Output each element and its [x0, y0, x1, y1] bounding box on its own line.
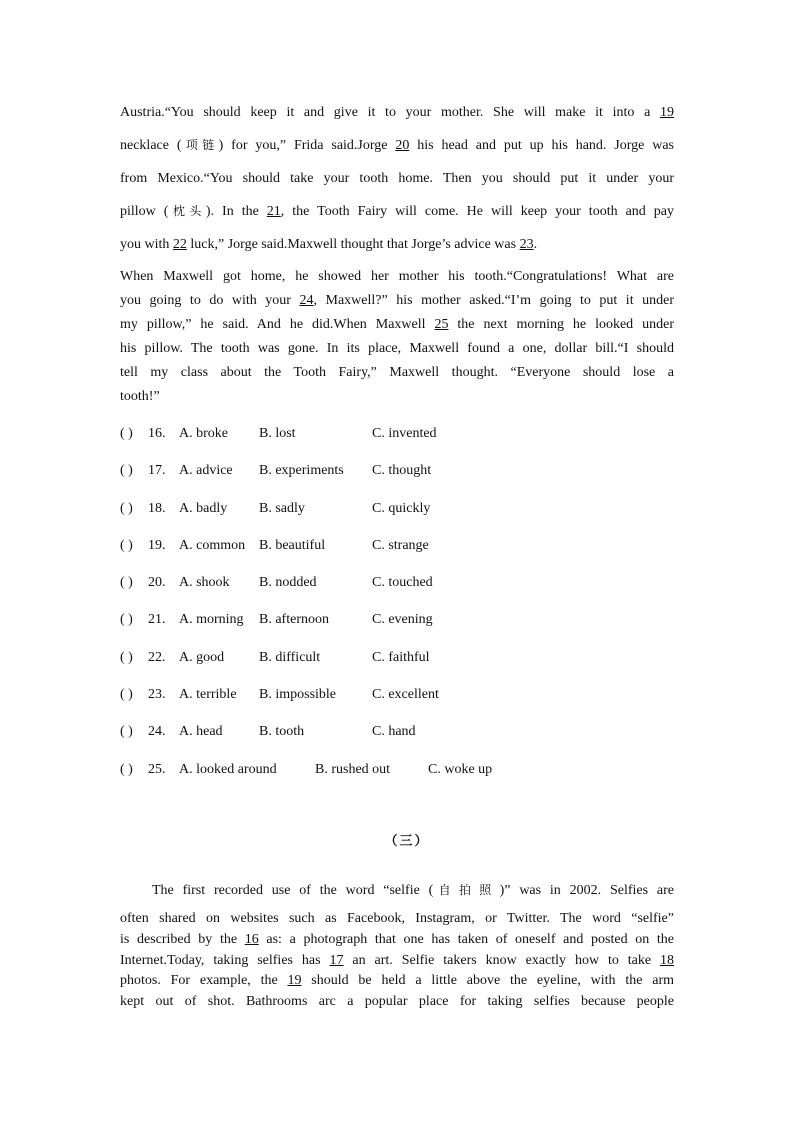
text-line: is described by the 16 as: a photograph that one has taken of oneself and posted on the	[120, 931, 674, 947]
answer-blank[interactable]: ( )	[120, 724, 133, 740]
option-c: C. strange	[372, 537, 429, 553]
option-c: C. thought	[372, 463, 432, 479]
blank-20: 20	[395, 138, 410, 153]
text-line: photos. For example, the 19 should be held a little above the eyeline, with the arm	[120, 973, 674, 989]
option-a: A. terrible	[179, 687, 237, 703]
option-b: B. rushed out	[315, 761, 391, 777]
blank-22: 22	[172, 237, 187, 252]
text-line: his pillow. The tooth was gone. In its place, Maxwell found a one, dollar bill.“I should	[120, 341, 674, 356]
answer-blank[interactable]: ( )	[120, 575, 133, 591]
question-item: ( ) 19. A. common B. beautiful C. strange	[120, 534, 674, 571]
option-c: C. evening	[372, 612, 433, 628]
option-b: B. nodded	[259, 575, 317, 591]
text-line: my pillow,” he said. And he did.When Maxwell 25 the next morning he looked under	[120, 317, 675, 332]
passage-paragraph-2	[120, 265, 674, 409]
option-c: C. excellent	[372, 687, 439, 703]
answer-blank[interactable]: ( )	[120, 612, 133, 628]
option-c: C. quickly	[372, 500, 431, 516]
blank-19: 19	[660, 105, 674, 120]
answer-blank[interactable]: ( )	[120, 537, 133, 553]
answer-blank[interactable]: ( )	[120, 687, 133, 703]
text-line: necklace (项链) for you,” Frida said.Jorge 20 his head and put up his hand. Jorge was	[120, 138, 674, 153]
option-b: B. sadly	[259, 500, 305, 516]
option-b: B. tooth	[259, 724, 305, 740]
text-line: tell my class about the Tooth Fairy,” Maxwell thought. “Everyone should lose a	[120, 365, 674, 380]
blank-19: 19	[287, 973, 302, 989]
text-line: from Mexico.“You should take your tooth home. Then you should put it under your	[120, 171, 674, 186]
text-line: you going to do with your 24, Maxwell?” his mother asked.“I’m going to put it under	[120, 293, 674, 308]
option-c: C. invented	[372, 426, 437, 441]
question-item: ( ) 17. A. advice B. experiments C. thought	[120, 459, 674, 496]
blank-24: 24	[299, 293, 314, 308]
option-c: C. faithful	[372, 649, 430, 665]
option-b: B. afternoon	[259, 612, 329, 628]
answer-blank[interactable]: ( )	[120, 761, 133, 777]
text-line: Austria.“You should keep it and give it to your mother. She will make it into a 19	[120, 105, 674, 120]
option-a: A. advice	[179, 463, 233, 479]
option-a: A. morning	[179, 612, 244, 628]
blank-18: 18	[660, 952, 674, 968]
answer-blank[interactable]: ( )	[120, 500, 133, 516]
option-c: C. hand	[372, 724, 416, 740]
option-b: B. impossible	[259, 687, 337, 703]
option-b: B. beautiful	[259, 537, 326, 553]
passage-paragraph-1	[120, 96, 674, 261]
text-line: The first recorded use of the word “selfie (自拍照)” was in 2002. Selfies are	[152, 883, 674, 898]
option-a: A. badly	[179, 500, 228, 516]
blank-16: 16	[244, 931, 259, 947]
option-b: B. lost	[259, 426, 296, 441]
question-item: ( ) 20. A. shook B. nodded C. touched	[120, 571, 674, 608]
question-item: ( ) 16. A. broke B. lost C. invented	[120, 422, 674, 459]
option-a: A. common	[179, 537, 246, 553]
text-line: Internet.Today, taking selfies has 17 an art. Selfie takers know exactly how to take 18	[120, 952, 674, 968]
question-item: ( ) 24. A. head B. tooth C. hand	[120, 720, 674, 757]
answer-blank[interactable]: ( )	[120, 649, 133, 665]
blank-21: 21	[266, 204, 281, 219]
option-c: C. touched	[372, 575, 433, 591]
blank-23: 23	[519, 237, 534, 252]
text-line: kept out of shot. Bathrooms arc a popular place for taking selfies because people	[120, 994, 674, 1010]
text-line: When Maxwell got home, he showed her mother his tooth.“Congratulations! What are	[120, 269, 674, 284]
question-item: ( ) 18. A. badly B. sadly C. quickly	[120, 497, 674, 534]
blank-25: 25	[434, 317, 449, 332]
blank-17: 17	[329, 952, 344, 968]
section-title: （三）	[384, 834, 430, 849]
option-a: A. good	[179, 649, 225, 665]
passage-paragraph-3	[120, 878, 674, 1013]
question-item: ( ) 22. A. good B. difficult C. faithful	[120, 646, 674, 683]
text-line: tooth!”	[120, 389, 160, 404]
answer-blank[interactable]: ( )	[120, 426, 133, 441]
text-line: you with 22 luck,” Jorge said.Maxwell thought that Jorge’s advice was 23.	[120, 237, 538, 252]
question-list	[120, 422, 674, 795]
option-a: A. shook	[179, 575, 230, 591]
option-b: B. difficult	[259, 649, 321, 665]
option-a: A. head	[179, 724, 223, 740]
option-b: B. experiments	[259, 463, 344, 479]
text-line: often shared on websites such as Facebook, Instagram, or Twitter. The word “selfie”	[120, 911, 674, 926]
text-line: pillow (枕头). In the 21, the Tooth Fairy will come. He will keep your tooth and pay	[120, 204, 674, 219]
option-c: C. woke up	[428, 761, 493, 777]
answer-blank[interactable]: ( )	[120, 463, 133, 479]
question-item: ( ) 21. A. morning B. afternoon C. evening	[120, 608, 674, 645]
option-a: A. broke	[179, 426, 228, 441]
option-a: A. looked around	[179, 761, 277, 777]
question-item: ( ) 23. A. terrible B. impossible C. excellent	[120, 683, 674, 720]
question-item: ( ) 25. A. looked around B. rushed out C. woke up	[120, 758, 674, 795]
